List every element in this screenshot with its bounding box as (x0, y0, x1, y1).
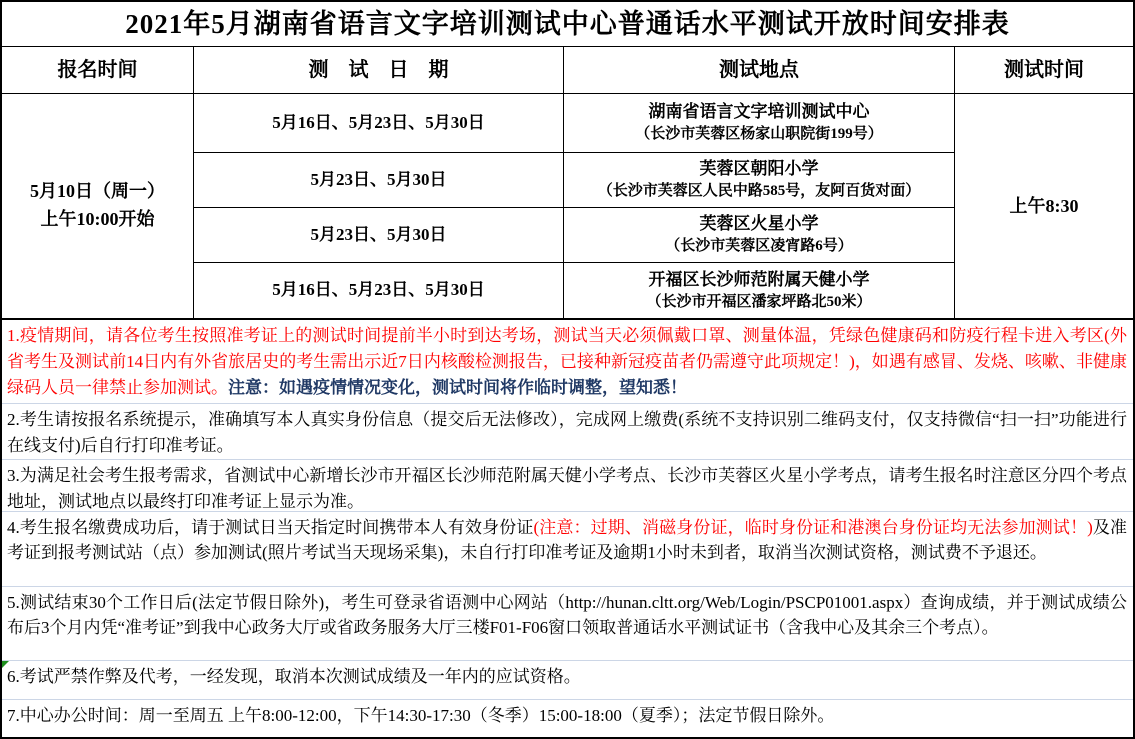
table-row-dates: 5月16日、5月23日、5月30日 (194, 94, 564, 153)
note-6-text: 6.考试严禁作弊及代考，一经发现，取消本次测试成绩及一年内的应试资格。 (7, 667, 581, 686)
note-item-2 (2, 404, 1133, 460)
note-item-5 (2, 587, 1133, 661)
location-name: 开福区长沙师范附属天健小学 (648, 269, 870, 289)
column-header-signup-time: 报名时间 (2, 47, 194, 94)
table-row-location (564, 153, 955, 208)
column-header-test-date: 测 试 日 期 (194, 47, 564, 94)
table-row-location (564, 94, 955, 153)
note-7-text: 7.中心办公时间：周一至周五 上午8:00-12:00，下午14:30-17:30（冬季）15:00-18:00（夏季）；法定节假日除外。 (7, 706, 835, 725)
notes-section (2, 320, 1133, 737)
note-item-6 (2, 661, 1133, 700)
note-item-7 (2, 700, 1133, 737)
note-4-text-post: 及准考证到报考测试站（点）参加测试(照片考试当天现场采集)，未自行打印准考证及逾期1小时未到者，取消当次测试资格，测试费不予退还。 (7, 518, 1128, 562)
note-2-text: 2.考生请按报名系统提示，准确填写本人真实身份信息（提交后无法修改），完成网上缴费(系统不支持识别二维码支付，仅支持微信“扫一扫”功能进行在线支付)后自行打印准考证。 (7, 410, 1127, 455)
location-name: 芙蓉区火星小学 (699, 214, 819, 234)
location-address: （长沙市芙蓉区杨家山职院街199号） (635, 126, 883, 143)
table-row-dates: 5月16日、5月23日、5月30日 (194, 263, 564, 320)
note-4-warning-text: (注意：过期、消磁身份证，临时身份证和港澳台身份证均无法参加测试！) (533, 518, 1093, 537)
table-row-dates: 5月23日、5月30日 (194, 208, 564, 263)
table-row-location (564, 208, 955, 263)
location-address: （长沙市开福区潘家坪路北50米） (646, 293, 872, 310)
note-5-text: 5.测试结束30个工作日后(法定节假日除外)，考生可登录省语测中心网站（http://hunan.cltt.org/Web/Login/PSCP01001.aspx）查询成绩，并于测试成绩公布后3个月内凭“准考证”到我中心政务大厅或省政务服务大厅三楼F01-F06窗口领取普通话水平测试证书（含我中心及其余三个考点）。 (7, 593, 1127, 637)
column-header-test-time: 测试时间 (955, 47, 1133, 94)
location-name: 湖南省语言文字培训测试中心 (648, 102, 870, 122)
location-address: （长沙市芙蓉区人民中路585号，友阿百货对面） (597, 183, 921, 200)
schedule-table (2, 2, 1133, 320)
note-4-text-pre: 4.考生报名缴费成功后，请于测试日当天指定时间携带本人有效身份证 (7, 518, 534, 537)
signup-time-line2: 上午10:00开始 (40, 209, 155, 229)
location-address: （长沙市芙蓉区凌宵路6号） (665, 238, 853, 255)
location-name: 芙蓉区朝阳小学 (699, 159, 819, 179)
signup-time-line1: 5月10日（周一） (30, 181, 165, 202)
cell-marker-triangle-icon (2, 661, 9, 668)
note-3-text: 3.为满足社会考生报考需求，省测试中心新增长沙市开福区长沙师范附属天健小学考点、长沙市芙蓉区火星小学考点，请考生报名时注意区分四个考点地址，测试地点以最终打印准考证上显示为准。 (7, 466, 1127, 511)
column-header-test-location: 测试地点 (564, 47, 955, 94)
note-item-4 (2, 512, 1133, 587)
table-row-location (564, 263, 955, 320)
note-1-notice-text: 注意：如遇疫情情况变化，测试时间将作临时调整，望知悉！ (228, 378, 687, 397)
table-row-dates: 5月23日、5月30日 (194, 153, 564, 208)
note-item-1 (2, 320, 1133, 404)
note-item-3 (2, 460, 1133, 512)
note-1-warning-text: 1.疫情期间，请各位考生按照准考证上的测试时间提前半小时到达考场，测试当天必须佩戴口罩、测量体温，凭绿色健康码和防疫行程卡进入考区(外省考生及测试前14日内有外省旅居史的考生需出示近7日内核酸检测报告，已接种新冠疫苗者仍需遵守此项规定！)，如遇有感冒、发烧、咳嗽、非健康绿码人员一律禁止参加测试。 (7, 326, 1127, 397)
test-time-cell: 上午8:30 (955, 94, 1133, 320)
page-title: 2021年5月湖南省语言文字培训测试中心普通话水平测试开放时间安排表 (2, 2, 1133, 47)
signup-time-cell (2, 94, 194, 320)
